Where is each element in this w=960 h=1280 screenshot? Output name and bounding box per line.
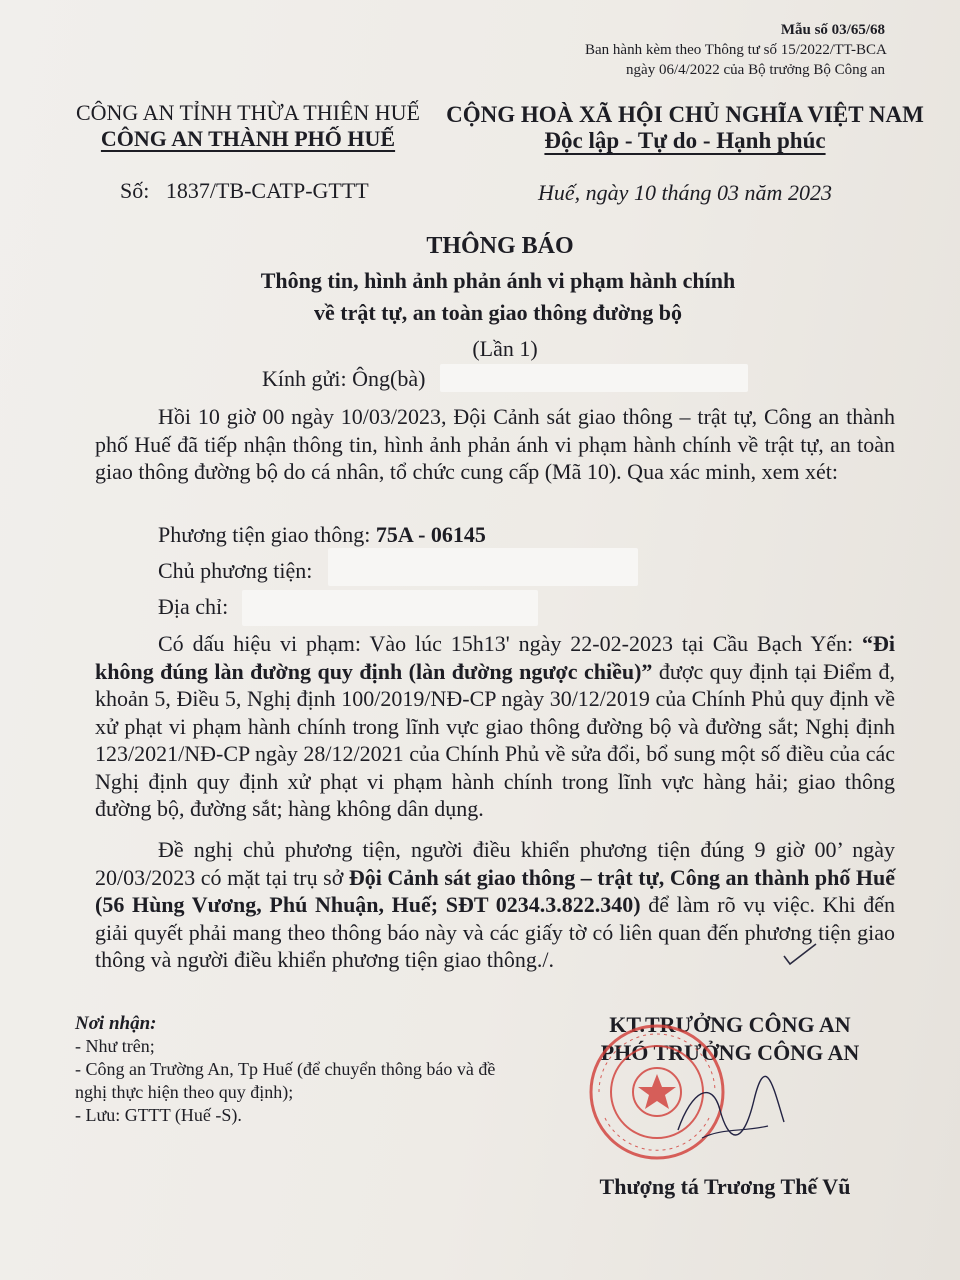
document-subtitle-2: về trật tự, an toàn giao thông đường bộ (313, 300, 682, 325)
national-motto (440, 128, 930, 154)
place-date: Huế, ngày 10 tháng 03 năm 2023 (538, 180, 832, 205)
summons-rest: để làm rõ vụ việc. Khi đến giải quyết phải mang theo thông báo này và các giấy tờ có liên quan đến phương tiện giao thông và người điều khiển phương tiện giao thông./. (95, 892, 895, 972)
vehicle-plate: 75A - 06145 (375, 522, 486, 547)
checkmark-icon (780, 940, 820, 970)
body-paragraph-1-text: Hồi 10 giờ 00 ngày 10/03/2023, Đội Cảnh sát giao thông – trật tự, Công an thành phố Huế đã tiếp nhận thông tin, hình ảnh phản ánh vi phạm hành chính về trật tự, an toàn giao thông đường bộ do cá nhân, tổ chức cung cấp (Mã 10). Qua xác minh, xem xét: (95, 404, 895, 484)
country-name: CỘNG HOÀ XÃ HỘI CHỦ NGHĨA VIỆT NAM (446, 102, 924, 127)
owner-field (158, 558, 312, 584)
vehicle-label: Phương tiện giao thông: (158, 522, 371, 547)
signature-role-2: PHÓ TRƯỞNG CÔNG AN (600, 1040, 860, 1065)
recipient-item: - Như trên; (75, 1036, 155, 1056)
recipient-item: - Công an Trường An, Tp Huế (để chuyển thông báo và đề nghị thực hiện theo quy định); (75, 1059, 496, 1102)
attempt-number: (Lần 1) (472, 336, 538, 361)
owner-label: Chủ phương tiện: (158, 558, 313, 583)
org-main-text: CÔNG AN THÀNH PHỐ HUẾ (100, 126, 396, 151)
address-field (158, 594, 228, 620)
document-number (120, 178, 369, 204)
form-code-block (585, 20, 885, 80)
vehicle-field (158, 522, 486, 548)
form-issued-line-1: Ban hành kèm theo Thông tư số 15/2022/TT-BCA (585, 42, 887, 58)
form-issued-line-2: ngày 06/4/2022 của Bộ trưởng Bộ Công an (626, 62, 885, 78)
violation-lead: Có dấu hiệu vi phạm: Vào lúc 15h13' ngày 22-02-2023 tại Cầu Bạch Yến: (158, 631, 854, 656)
recipient-item: - Lưu: GTTT (Huế -S). (75, 1105, 242, 1125)
redacted-addressee (440, 364, 748, 392)
org-main (58, 126, 438, 152)
document-number-value: 1837/TB-CATP-GTTT (165, 178, 369, 203)
handwritten-signature-icon (672, 1070, 792, 1160)
summons-lead: Đề nghị chủ phương tiện, người điều khiển phương tiện đúng 9 giờ 00’ ngày 20/03/2023 có mặt tại trụ sở (95, 837, 895, 890)
document-title: THÔNG BÁO (426, 233, 574, 259)
redacted-address (242, 590, 538, 626)
addressee-label: Kính gửi: Ông(bà) (262, 366, 426, 391)
signature-role-1: KT.TRƯỞNG CÔNG AN (609, 1012, 851, 1037)
recipients-heading: Nơi nhận: (75, 1013, 157, 1034)
national-motto-text: Độc lập - Tự do - Hạnh phúc (544, 128, 826, 153)
redacted-owner (328, 548, 638, 586)
document-number-label: Số: (120, 178, 150, 203)
org-parent: CÔNG AN TỈNH THỪA THIÊN HUẾ (75, 100, 420, 125)
recipients-block (75, 1012, 515, 1127)
violation-legal-basis: được quy định tại Điểm đ, khoản 5, Điều 5, Nghị định 100/2019/NĐ-CP ngày 30/12/2019 của Chính Phủ quy định về xử phạt vi phạm hành chính trong lĩnh vực giao thông đường bộ và đường sắt; Nghị định 123/2021/NĐ-CP ngày 28/12/2021 của Chính Phủ về sửa đổi, bổ sung một số điều của các Nghị định quy định xử phạt vi phạm hành chính trong lĩnh vực hàng hải; giao thông đường bộ, đường sắt; hàng không dân dụng. (95, 658, 895, 821)
body-paragraph-1 (95, 403, 895, 486)
document-subtitle-1: Thông tin, hình ảnh phản ánh vi phạm hành chính (260, 268, 736, 293)
body-paragraph-3 (95, 836, 895, 974)
body-paragraph-2 (95, 630, 895, 823)
violation-description: “Đi không đúng làn đường quy định (làn đường ngược chiều)” (95, 631, 896, 684)
summons-office: Đội Cảnh sát giao thông – trật tự, Công an thành phố Huế (56 Hùng Vương, Phú Nhuận, Huế; SĐT 0234.3.822.340) (95, 864, 895, 917)
form-code: Mẫu số 03/65/68 (780, 22, 885, 38)
signer-name: Thượng tá Trương Thế Vũ (599, 1174, 851, 1199)
address-label: Địa chỉ: (158, 594, 229, 619)
